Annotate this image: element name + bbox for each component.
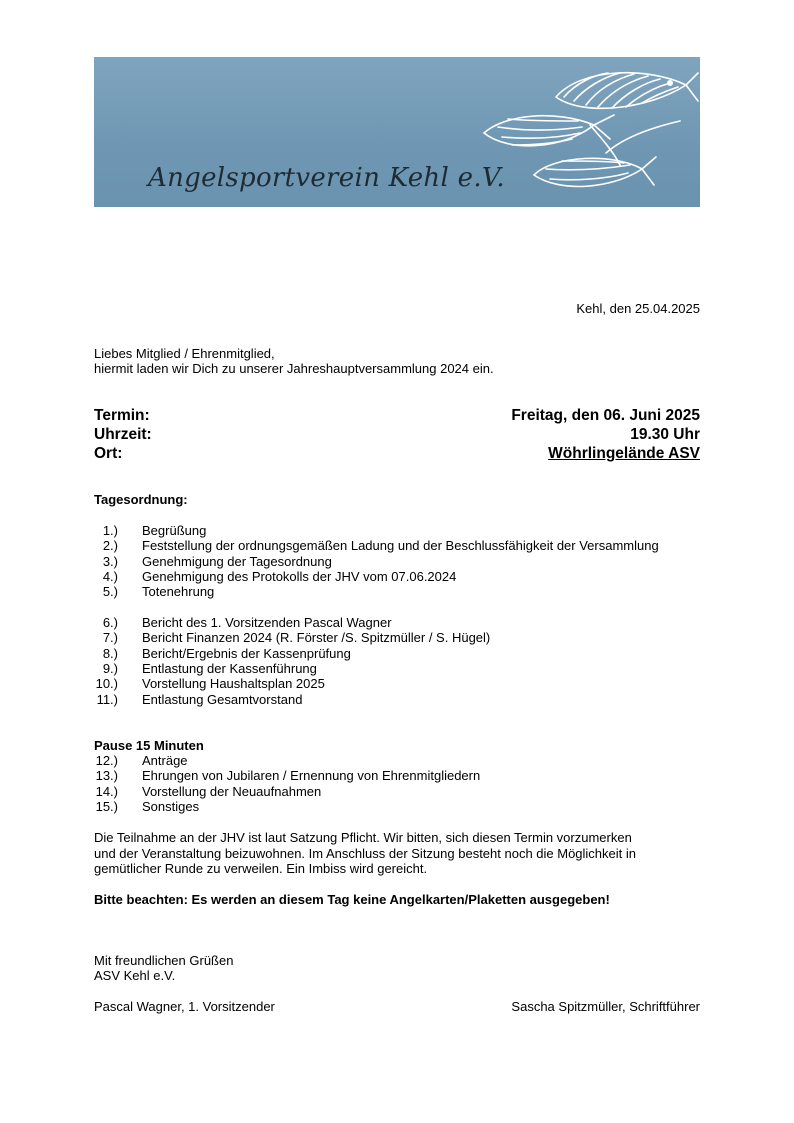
agenda-text: Bericht des 1. Vorsitzenden Pascal Wagner — [142, 615, 392, 630]
closing-paragraph-line: und der Veranstaltung beizuwohnen. Im Anschluss der Sitzung besteht noch die Möglichkeit in — [94, 846, 637, 861]
agenda-text: Genehmigung der Tagesordnung — [142, 554, 332, 569]
ort-label: Ort: — [94, 445, 123, 462]
club-name-logo-text: Angelsportverein Kehl e.V. — [148, 163, 505, 193]
uhrzeit-label: Uhrzeit: — [94, 426, 152, 443]
agenda-number: 14.) — [95, 784, 118, 799]
agenda-text: Entlastung Gesamtvorstand — [142, 692, 303, 707]
notice-text: Bitte beachten: Es werden an diesem Tag keine Angelkarten/Plaketten ausgegeben! — [94, 892, 610, 907]
agenda-number: 7.) — [102, 630, 118, 645]
termin-value: Freitag, den 06. Juni 2025 — [511, 407, 700, 424]
uhrzeit-value: 19.30 Uhr — [630, 426, 700, 443]
agenda-text: Anträge — [142, 753, 188, 768]
termin-label: Termin: — [94, 407, 150, 424]
invitation-text: hiermit laden wir Dich zu unserer Jahreshauptversammlung 2024 ein. — [94, 361, 494, 376]
agenda-text: Begrüßung — [142, 523, 207, 538]
closing-paragraph-line: Die Teilnahme an der JHV ist laut Satzung Pflicht. Wir bitten, sich diesen Termin vorzumerken — [94, 830, 632, 845]
agenda-number: 13.) — [95, 768, 118, 783]
agenda-heading: Tagesordnung: — [94, 492, 188, 507]
agenda-number: 5.) — [102, 584, 118, 599]
agenda-text: Entlastung der Kassenführung — [142, 661, 317, 676]
header-banner — [94, 57, 700, 207]
agenda-number: 8.) — [102, 646, 118, 661]
agenda-number: 15.) — [95, 799, 118, 814]
pause-heading: Pause 15 Minuten — [94, 738, 204, 753]
agenda-text: Bericht Finanzen 2024 (R. Förster /S. Spitzmüller / S. Hügel) — [142, 630, 491, 645]
agenda-text: Bericht/Ergebnis der Kassenprüfung — [142, 646, 351, 661]
greeting: Mit freundlichen Grüßen — [94, 953, 234, 968]
agenda-number: 2.) — [102, 538, 118, 553]
agenda-number: 1.) — [102, 523, 118, 538]
agenda-text: Feststellung der ordnungsgemäßen Ladung und der Beschlussfähigkeit der Versammlung — [142, 538, 659, 553]
agenda-text: Sonstiges — [142, 799, 200, 814]
agenda-number: 12.) — [95, 753, 118, 768]
agenda-number: 11.) — [96, 692, 118, 707]
agenda-number: 10.) — [95, 676, 118, 691]
salutation: Liebes Mitglied / Ehrenmitglied, — [94, 346, 275, 361]
signature-left: Pascal Wagner, 1. Vorsitzender — [94, 999, 275, 1014]
agenda-number: 9.) — [102, 661, 118, 676]
agenda-number: 6.) — [102, 615, 118, 630]
club-short-name: ASV Kehl e.V. — [94, 968, 176, 983]
closing-paragraph-line: gemütlicher Runde zu verweilen. Ein Imbiss wird gereicht. — [94, 861, 428, 876]
agenda-number: 3.) — [102, 554, 118, 569]
agenda-number: 4.) — [102, 569, 118, 584]
ort-value: Wöhrlingelände ASV — [548, 445, 700, 462]
signature-right: Sascha Spitzmüller, Schriftführer — [511, 999, 700, 1014]
agenda-text: Genehmigung des Protokolls der JHV vom 07.06.2024 — [142, 569, 457, 584]
agenda-text: Totenehrung — [142, 584, 215, 599]
agenda-text: Ehrungen von Jubilaren / Ernennung von Ehrenmitgliedern — [142, 768, 481, 783]
date-line: Kehl, den 25.04.2025 — [576, 301, 700, 316]
agenda-text: Vorstellung Haushaltsplan 2025 — [142, 676, 325, 691]
agenda-text: Vorstellung der Neuaufnahmen — [142, 784, 322, 799]
